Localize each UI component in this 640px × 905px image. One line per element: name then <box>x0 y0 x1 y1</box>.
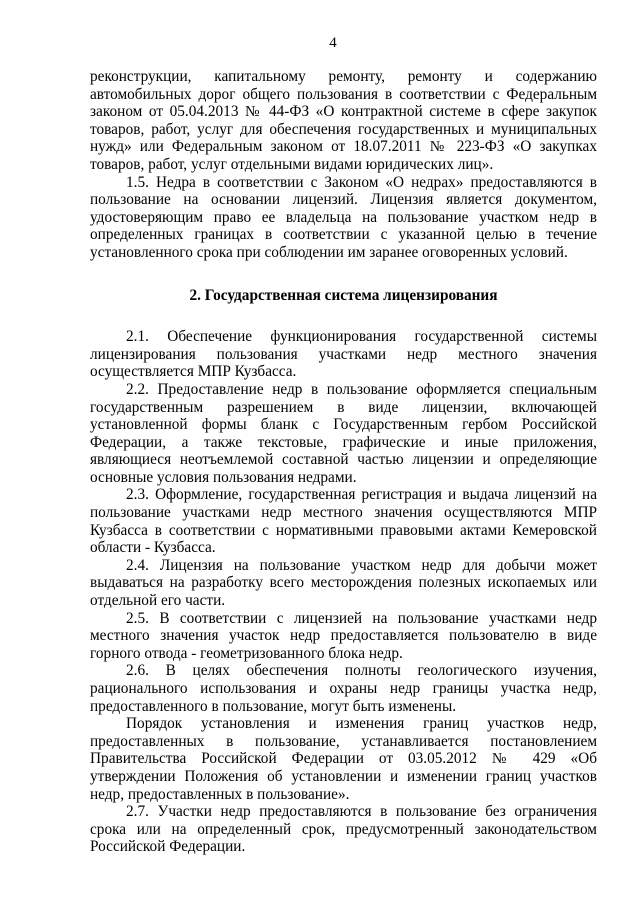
document-body <box>90 68 597 856</box>
paragraph-continuation: реконструкции, капитальному ремонту, ремонту и содержанию автомобильных дорог общего пользования в соответствии с Федеральным законом от 05.04.2013 № 44-ФЗ «О контрактной системе в сфере закупок товаров, работ, услуг для обеспечения государственных и муниципальных нужд» или Федеральным законом от 18.07.2011 № 223-ФЗ «О закупках товаров, работ, услуг отдельными видами юридических лиц». <box>90 68 597 173</box>
paragraph-boundary-procedure: Порядок установления и изменения границ участков недр, предоставленных в пользование, устанавливается постановлением Правительства Российской Федерации от 03.05.2012 № 429 «Об утверждении Положения об установлении и изменении границ участков недр, предоставленных в пользование». <box>90 715 597 803</box>
paragraph-2-6: 2.6. В целях обеспечения полноты геологического изучения, рационального использования и охраны недр границы участка недр, предоставленного в пользование, могут быть изменены. <box>90 662 597 715</box>
paragraph-2-1: 2.1. Обеспечение функционирования государственной системы лицензирования пользования участками недр местного значения осуществляется МПР Кузбасса. <box>90 328 597 381</box>
paragraph-2-4: 2.4. Лицензия на пользование участком недр для добычи может выдаваться на разработку всего месторождения полезных ископаемых или отдельной его части. <box>90 556 597 610</box>
page-number: 4 <box>329 35 337 51</box>
paragraph-2-5: 2.5. В соответствии с лицензией на пользование участками недр местного значения участок недр предоставляется пользователю в виде горного отвода - геометризованного блока недр. <box>90 609 597 662</box>
paragraph-2-3: 2.3. Оформление, государственная регистрация и выдача лицензий на пользование участками недр местного значения осуществляются МПР Кузбасса в соответствии с нормативными правовыми актами Кемеровской области - Кузбасса. <box>90 486 597 557</box>
paragraph-2-7: 2.7. Участки недр предоставляются в пользование без ограничения срока или на определенный срок, предусмотренный законодательством Российской Федерации. <box>90 803 597 856</box>
section-heading: 2. Государственная система лицензирования <box>189 286 498 304</box>
paragraph-1-5: 1.5. Недра в соответствии с Законом «О недрах» предоставляются в пользование на основании лицензий. Лицензия является документом, удостоверяющим право ее владельца на пользование участком недр в определенных границах в соответствии с указанной целью в течение установленного срока при соблюдении им заранее оговоренных условий. <box>90 173 597 261</box>
paragraph-2-2: 2.2. Предоставление недр в пользование оформляется специальным государственным разрешением в виде лицензии, включающей установленной формы бланк с Государственным гербом Российской Федерации, а также текстовые, графические и иные приложения, являющиеся неотъемлемой составной частью лицензии и определяющие основные условия пользования недрами. <box>90 380 597 486</box>
